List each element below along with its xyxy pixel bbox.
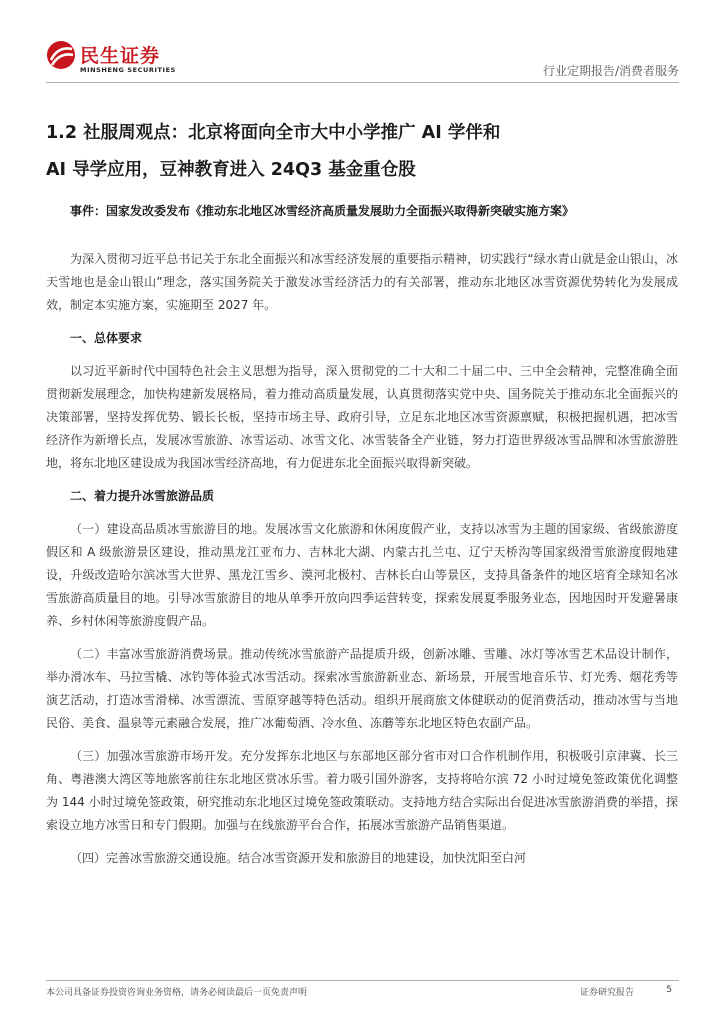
section-2-heading: 二、着力提升冰雪旅游品质 xyxy=(70,489,215,503)
intro-paragraph: 为深入贯彻习近平总书记关于东北全面振兴和冰雪经济发展的重要指示精神，切实践行“绿水青山就是金山银山，冰天雪地也是金山银山”理念，落实国务院关于激发冰雪经济活力的有关部署，推动东北地区冰雪资源优势转化为发展成效，制定本实施方案，实施期至 2027 年。 xyxy=(46,252,678,312)
logo-chinese-name: 民生证券 xyxy=(80,45,161,67)
section-title-line-1: 1.2 社服周观点：北京将面向全市大中小学推广 AI 学伴和 xyxy=(46,123,501,143)
section-title-line-2: AI 导学应用，豆神教育进入 24Q3 基金重仓股 xyxy=(46,160,416,180)
section-2-item: （四）完善冰雪旅游交通设施。结合冰雪资源开发和旅游目的地建设，加快沈阳至白河 xyxy=(70,851,527,865)
header-divider xyxy=(46,82,679,83)
logo-english-name: MINSHENG SECURITIES xyxy=(80,66,176,74)
section-2-item: （三）加强冰雪旅游市场开发。充分发挥东北地区与东部地区部分省市对口合作机制作用，积极吸引京津冀、长三角、粤港澳大湾区等地旅客前往东北地区赏冰乐雪。着力吸引国外游客，支持将哈尔滨 72 小时过境免签政策优化调整为 144 小时过境免签政策，研究推动东北地区过境免签政策联动。支持地方结合实际出台促进冰雪旅游消费的举措，探索设立地方冰雪日和专门假期。加强与在线旅游平台合作，拓展冰雪旅游产品销售渠道。 xyxy=(46,749,678,832)
section-1-heading: 一、总体要求 xyxy=(70,331,143,345)
footer-divider xyxy=(46,980,679,981)
page-header xyxy=(0,0,724,84)
section-1-paragraph: 以习近平新时代中国特色社会主义思想为指导，深入贯彻党的二十大和二十届二中、三中全会精神，完整准确全面贯彻新发展理念，加快构建新发展格局，着力推动高质量发展，认真贯彻落实党中央、国务院关于推动东北全面振兴的决策部署，坚持发挥优势、锻长长板，坚持市场主导、政府引导，立足东北地区冰雪资源禀赋，积极把握机遇，把冰雪经济作为新增长点，发展冰雪旅游、冰雪运动、冰雪文化、冰雪装备全产业链，努力打造世界级冰雪品牌和冰雪旅游胜地，将东北地区建设成为我国冰雪经济高地，有力促进东北全面振兴取得新突破。 xyxy=(46,364,678,470)
section-2-item: （二）丰富冰雪旅游消费场景。推动传统冰雪旅游产品提质升级，创新冰雕、雪雕、冰灯等冰雪艺术品设计制作，举办滑冰车、马拉雪橇、冰钓等体验式冰雪活动。探索冰雪旅游新业态、新场景，开展雪地音乐节、灯光秀、烟花秀等演艺活动，打造冰雪滑梯、冰雪漂流、雪原穿越等特色活动。组织开展商旅文体健联动的促消费活动，推动冰雪与当地民俗、美食、温泉等元素融合发展，推广冰葡萄酒、冷水鱼、冻蘑等东北地区特色农副产品。 xyxy=(46,647,678,730)
article-body xyxy=(46,248,678,870)
footer-disclaimer: 本公司具备证券投资咨询业务资格，请务必阅读最后一页免责声明 xyxy=(46,988,308,998)
minsheng-logo-icon xyxy=(46,40,76,70)
section-2-item: （一）建设高品质冰雪旅游目的地。发展冰雪文化旅游和休闲度假产业，支持以冰雪为主题的国家级、省级旅游度假区和 A 级旅游景区建设，推动黑龙江亚布力、吉林北大湖、内蒙古扎兰屯、辽宁天桥沟等国家级滑雪旅游度假地建设，升级改造哈尔滨冰雪大世界、黑龙江雪乡、漠河北极村、吉林长白山等景区，支持具备条件的地区培育全球知名冰雪旅游高质量目的地。引导冰雪旅游目的地从单季开放向四季运营转变，探索发展夏季服务业态，因地因时开发避暑康养、乡村休闲等旅游度假产品。 xyxy=(46,522,678,628)
section-title xyxy=(46,115,676,189)
report-category: 行业定期报告/消费者服务 xyxy=(542,64,679,78)
footer-doc-type: 证券研究报告 xyxy=(579,988,634,998)
event-heading: 事件：国家发改委发布《推动东北地区冰雪经济高质量发展助力全面振兴取得新突破实施方案》 xyxy=(70,204,575,218)
company-logo xyxy=(46,40,176,76)
page-number: 5 xyxy=(666,985,672,995)
